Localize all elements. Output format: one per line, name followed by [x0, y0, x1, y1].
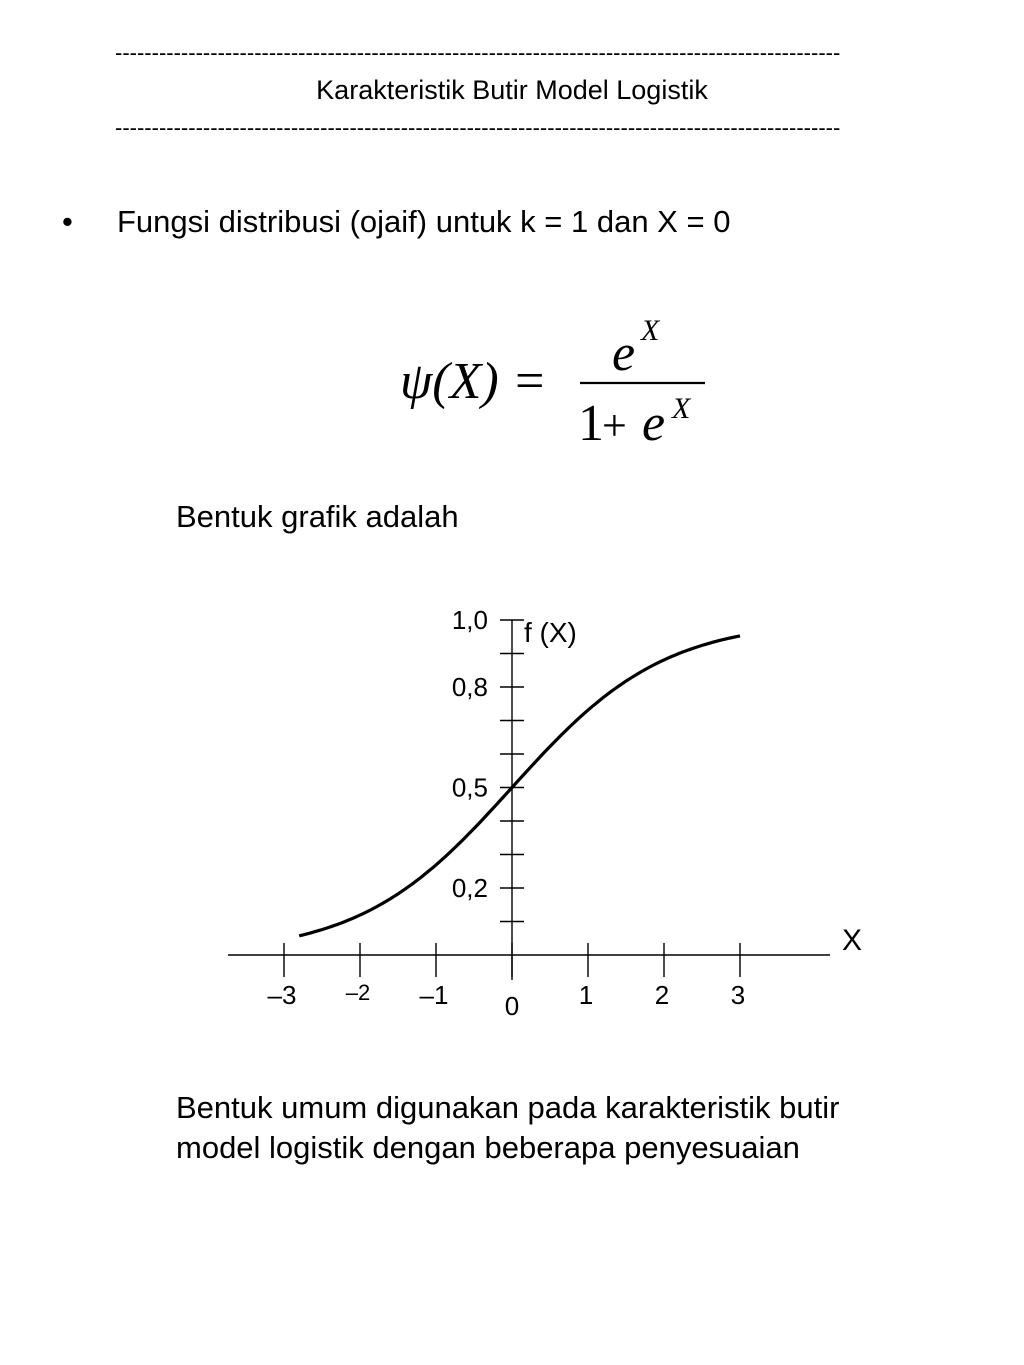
formula-denominator-base: e	[642, 395, 666, 452]
bullet-text: Fungsi distribusi (ojaif) untuk k = 1 dan X = 0	[117, 204, 731, 239]
formula-lhs: ψ(X) =	[400, 353, 547, 410]
bullet-symbol: •	[62, 204, 73, 239]
y-tick-label: 0,5	[451, 772, 488, 803]
header-rule-bottom: ---------------------------------------------------------------------------------------------------	[115, 115, 841, 140]
closing-line-1: Bentuk umum digunakan pada karakteristik butir	[176, 1090, 840, 1125]
x-tick-label: 0	[504, 991, 520, 1021]
x-tick-label: 2	[654, 980, 670, 1010]
formula-denominator-one: 1	[578, 395, 604, 452]
graph-caption: Bentuk grafik adalah	[176, 499, 459, 534]
page-title: Karakteristik Butir Model Logistik	[316, 75, 708, 105]
logistic-curve	[299, 636, 740, 936]
x-axis-label: X	[842, 924, 863, 957]
closing-line-2: model logistik dengan beberapa penyesuaian	[176, 1130, 800, 1165]
formula-denominator-exp: X	[672, 392, 691, 425]
y-tick-label: 0,8	[451, 672, 488, 702]
formula-numerator-exp: X	[641, 314, 660, 347]
formula	[0, 300, 1024, 470]
bullet-item	[62, 203, 730, 241]
formula-denominator-plus: +	[602, 401, 627, 450]
x-tick-label: –2	[345, 980, 371, 1005]
x-tick-label: –1	[419, 980, 449, 1010]
x-tick-label: 3	[730, 980, 746, 1010]
header-rule-top: ---------------------------------------------------------------------------------------------------	[115, 40, 841, 65]
y-tick-label: 1,0	[451, 605, 488, 635]
x-tick-label: 1	[578, 980, 594, 1010]
y-tick-label: 0,2	[451, 873, 488, 903]
formula-numerator-base: e	[612, 325, 636, 382]
y-axis-label: f (X)	[524, 617, 577, 648]
closing-paragraph	[176, 1088, 839, 1168]
logistic-chart	[0, 600, 1024, 1040]
x-tick-label: –3	[267, 980, 297, 1010]
